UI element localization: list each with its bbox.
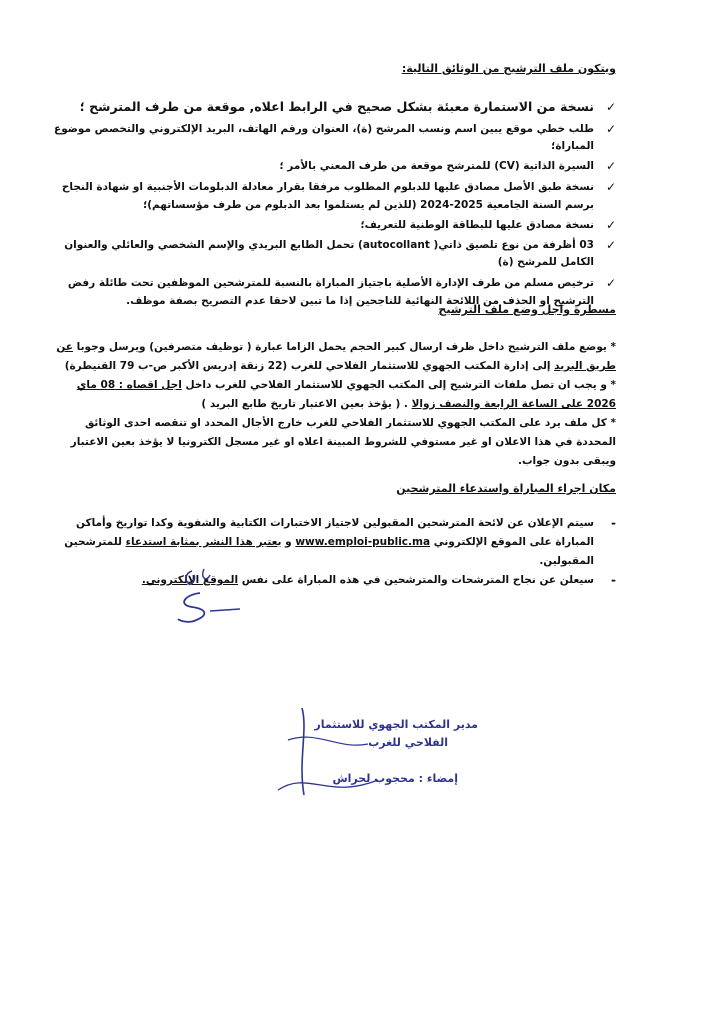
- website-link[interactable]: www.emploi-public.ma: [295, 536, 431, 548]
- documents-list: [50, 96, 616, 310]
- list-item: - سيعلن عن نجاح المترشحات والمترشحين في هذه المباراة على نفس الموقع الإلكتروني.: [50, 571, 616, 590]
- official-stamp: [218, 700, 478, 810]
- list-item: ✓ طلب خطي موقع يبين اسم ونسب المرشح (ة)، العنوان ورقم الهاتف، البريد الإلكتروني والتخصص موضوع المباراة؛: [54, 122, 616, 152]
- procedure-paragraph-1: * يوضع ملف الترشيح داخل ظرف ارسال كبير الحجم يحمل الزاما عبارة ( توظيف متصرفين) ويرسل وجوبا عن طريق البريد إلى إدارة المكتب الجهوي للاستثمار الفلاحي للغرب (22 زنقة إدريس الأكبر ص-ب 79 القنيطرة): [56, 341, 616, 372]
- list-item: ✓ ترخيص مسلم من طرف الإدارة الأصلية باجتياز المباراة بالنسبة للمترشحين الموظفين تحت طائلة رفض الترشيح او الحذف من اللائحة النهائية للناجحين إذا ما تبين لاحقا عدم التصريح بصفة موظف.: [67, 276, 616, 307]
- dash-bullet-icon: -: [611, 573, 616, 587]
- stamp-title-line-2: الفلاحي للغرب: [368, 736, 448, 749]
- list-item: ✓ نسخة طبق الأصل مصادق عليها للدبلوم المطلوب مرفقا بقرار معادلة الدبلومات الأجنبية او شهادة النجاح برسم السنة الجامعية 2025-2024 (للذين لم يستلموا بعد الدبلوم من طرف مؤسساتهم)؛: [61, 180, 616, 211]
- exam-location-list: [50, 514, 616, 590]
- dash-bullet-icon: -: [611, 516, 616, 530]
- procedure-paragraph-3: * كل ملف يرد على المكتب الجهوي للاستثمار الفلاحي للغرب خارج الأجال المحدد او تنقصه احدى الوثائق المحددة في هذا الاعلان او غير مستوفي للشروط المبينة اعلاه او غير مسجل الكترونيا لا يؤخذ بعين الاعتبار ويبقى بدون جواب.: [70, 417, 616, 467]
- stamp-title-line-1: مدير المكتب الجهوي للاستثمار: [314, 718, 478, 731]
- list-item: ✓ نسخة من الاستمارة معبئة بشكل صحيح في الرابط اعلاه, موقعة من طرف المترشح ؛: [50, 96, 616, 118]
- checkmark-icon: ✓: [605, 100, 616, 114]
- procedure-text: [50, 338, 616, 471]
- checkmark-icon: ✓: [605, 218, 616, 232]
- list-item: ✓ 03 أظرفة من نوع تلصيق ذاتي( autocollant) تحمل الطابع البريدي والإسم الشخصي والعائلي والعنوان الكامل للمرشح (ة): [64, 238, 616, 268]
- checkmark-icon: ✓: [605, 180, 616, 194]
- checkmark-icon: ✓: [605, 238, 616, 252]
- initials-signature-icon: [170, 565, 250, 627]
- signature-scribble-icon: [218, 700, 478, 810]
- signer-name: إمضاء : محجوب لحراش: [332, 772, 458, 785]
- section-heading-documents: ويتكون ملف الترشيح من الوثائق التالية:: [401, 62, 616, 75]
- section-heading-exam-location: مكان اجراء المباراة واستدعاء المترشحين: [396, 482, 616, 495]
- section-heading-procedure: مسطرة واجل وضع ملف الترشيح: [438, 303, 616, 316]
- list-item: ✓ السيرة الذاتية (CV) للمترشح موقعة من طرف المعني بالأمر ؛: [279, 159, 616, 173]
- checkmark-icon: ✓: [605, 122, 616, 136]
- procedure-paragraph-2: * و يجب ان تصل ملفات الترشيح إلى المكتب الجهوي للاستثمار الفلاحي للغرب داخل اجل اقصاه : 08 ماي 2026 على الساعة الرابعة والنصف زوالا . ( يؤخذ بعين الاعتبار تاريخ طابع البريد ): [76, 379, 616, 410]
- list-item: - سيتم الإعلان عن لائحة المترشحين المقبولين لاجتياز الاختبارات الكتابية والشفوية وكدا تواريخ وأماكن المباراة على الموقع الإلكتروني www.emploi-public.ma و يعتبر هذا النشر بمثابة استدعاء للمترشحين المقبولين.: [64, 516, 616, 567]
- checkmark-icon: ✓: [605, 276, 616, 290]
- list-item: ✓ نسخة مصادق عليها للبطاقة الوطنية للتعريف؛: [360, 218, 616, 232]
- checkmark-icon: ✓: [605, 159, 616, 173]
